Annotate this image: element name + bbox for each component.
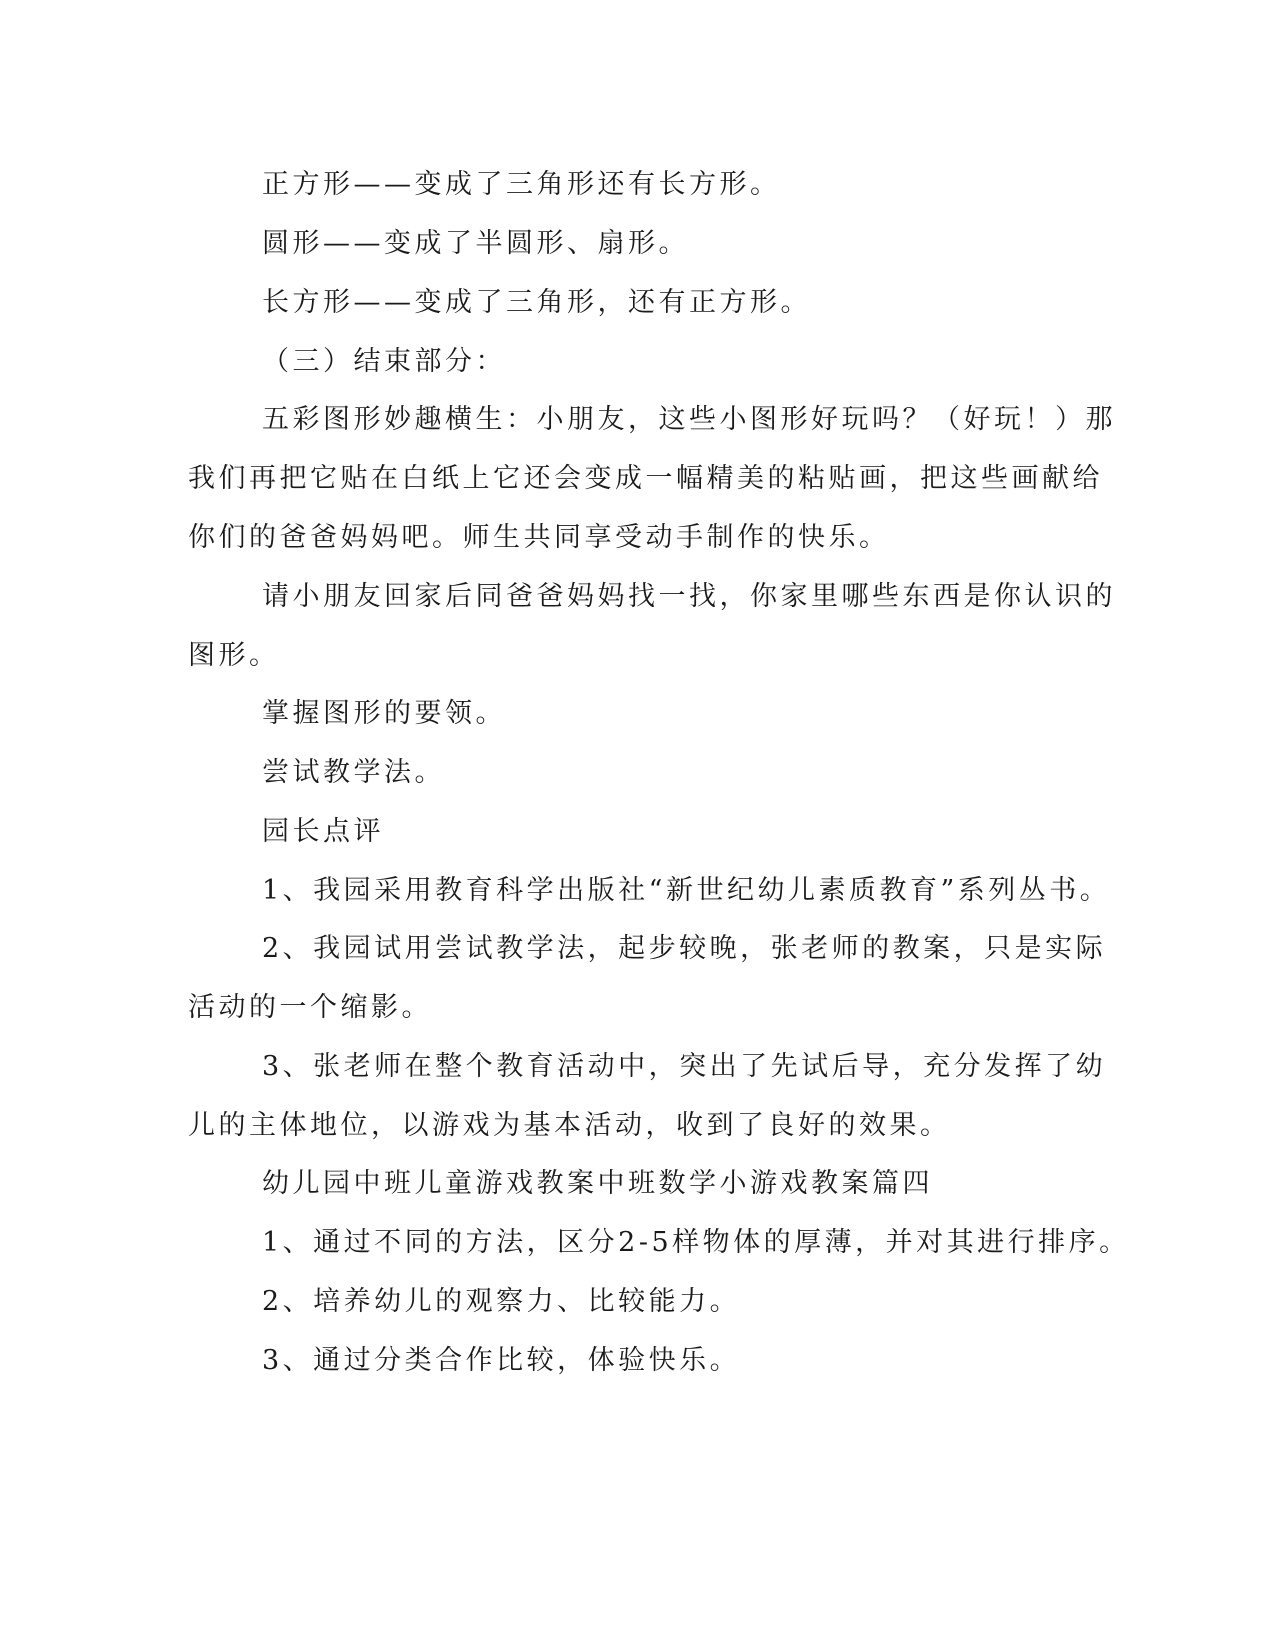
- paragraph-line: 你们的爸爸妈妈吧。师生共同享受动手制作的快乐。: [188, 522, 890, 553]
- list-item: 1、通过不同的方法，区分2-5样物体的厚薄，并对其进行排序。: [262, 1227, 1130, 1258]
- text-line: 长方形——变成了三角形，还有正方形。: [262, 287, 811, 318]
- section-title: 幼儿园中班儿童游戏教案中班数学小游戏教案篇四: [262, 1168, 933, 1199]
- text-line: 正方形——变成了三角形还有长方形。: [262, 169, 781, 200]
- section-heading: 园长点评: [262, 816, 384, 847]
- text-line: 圆形——变成了半圆形、扇形。: [262, 228, 689, 259]
- list-item: 3、张老师在整个教育活动中，突出了先试后导，充分发挥了幼: [262, 1051, 1107, 1082]
- list-item: 3、通过分类合作比较，体验快乐。: [262, 1345, 741, 1376]
- list-item: 2、培养幼儿的观察力、比较能力。: [262, 1286, 741, 1317]
- paragraph-line: 图形。: [188, 640, 280, 671]
- list-item: 2、我园试用尝试教学法，起步较晚，张老师的教案，只是实际: [262, 933, 1107, 964]
- text-line: 尝试教学法。: [262, 757, 445, 788]
- list-item-continuation: 活动的一个缩影。: [188, 992, 432, 1023]
- section-heading: （三）结束部分：: [262, 346, 506, 377]
- paragraph-line: 五彩图形妙趣横生：小朋友，这些小图形好玩吗？（好玩！）那: [262, 404, 1116, 435]
- list-item: 1、我园采用教育科学出版社“新世纪幼儿素质教育”系列丛书。: [262, 875, 1111, 906]
- paragraph-line: 我们再把它贴在白纸上它还会变成一幅精美的粘贴画，把这些画献给: [188, 463, 1103, 494]
- text-line: 掌握图形的要领。: [262, 698, 506, 729]
- list-item-continuation: 儿的主体地位，以游戏为基本活动，收到了良好的效果。: [188, 1110, 951, 1141]
- paragraph-line: 请小朋友回家后同爸爸妈妈找一找，你家里哪些东西是你认识的: [262, 581, 1116, 612]
